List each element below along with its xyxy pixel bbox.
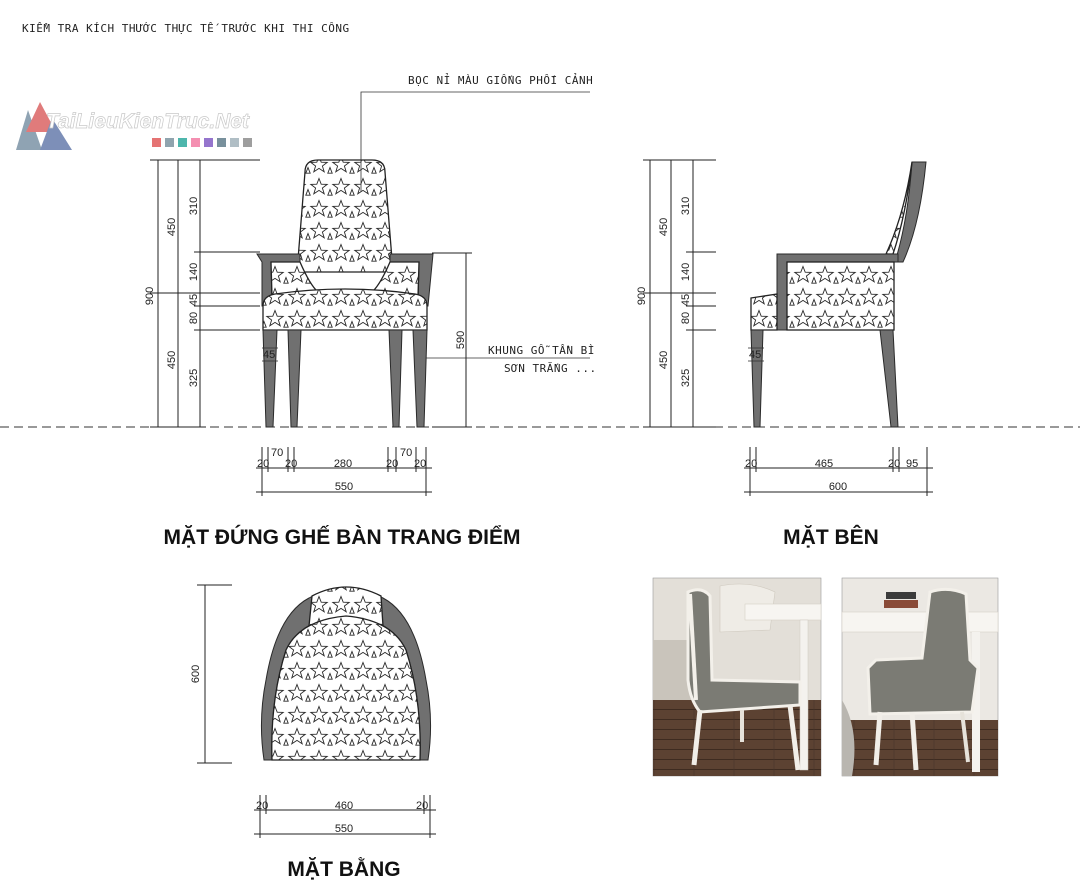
front-dim-450-lower: 450 <box>166 350 178 370</box>
front-dim-80: 80 <box>188 311 200 325</box>
callout-frame-1: KHUNG GỖ TẦN BÌ <box>488 344 595 357</box>
side-view-title: MẶT BÊN <box>783 526 879 549</box>
side-view <box>636 160 933 549</box>
side-back-leg <box>880 330 898 427</box>
plan-view <box>190 585 436 881</box>
front-view-title: MẶT ĐỨNG GHẾ BÀN TRANG ĐIỂM <box>163 526 521 549</box>
side-dim-95: 95 <box>906 458 919 470</box>
side-dim-80: 80 <box>680 311 692 325</box>
front-dim-450-upper: 450 <box>166 217 178 237</box>
watermark-swatch <box>191 138 200 147</box>
front-dim-310: 310 <box>188 196 200 216</box>
front-dim-45: 45 <box>188 293 200 307</box>
front-dim-70-a: 70 <box>271 447 284 459</box>
plan-dim-550: 550 <box>334 823 354 835</box>
side-leg-taper: 45 <box>749 349 762 361</box>
front-dim-140: 140 <box>188 262 200 282</box>
side-seat <box>787 262 894 330</box>
watermark-text: TaiLieuKienTruc.Net <box>46 110 250 133</box>
side-dim-horizontal <box>744 447 933 496</box>
front-dim-325: 325 <box>188 368 200 388</box>
watermark-swatches <box>152 138 252 147</box>
front-dim-20-b: 20 <box>285 458 298 470</box>
side-dim-900: 900 <box>636 286 648 306</box>
side-dim-20-b: 20 <box>888 458 901 470</box>
reference-photo-2 <box>842 578 998 776</box>
front-dim-280: 280 <box>333 458 353 470</box>
front-dim-900: 900 <box>144 286 156 306</box>
side-dim-45: 45 <box>680 293 692 307</box>
watermark-swatch <box>243 138 252 147</box>
watermark-swatch <box>204 138 213 147</box>
plan-view-title: MẶT BẰNG <box>287 858 401 881</box>
front-dim-590: 590 <box>455 330 467 350</box>
plan-dim-20-b: 20 <box>416 800 429 812</box>
side-chair <box>748 162 926 427</box>
watermark-swatch <box>230 138 239 147</box>
front-dim-vertical <box>144 160 260 427</box>
front-leg-taper: 45 <box>263 349 276 361</box>
header-note: KIỂM TRA KÍCH THƯỚC THỰC TẾ TRƯỚC KHI THI CÔNG <box>22 22 350 35</box>
plan-dim-20-a: 20 <box>256 800 269 812</box>
watermark-logo <box>16 102 252 150</box>
watermark-swatch <box>165 138 174 147</box>
plan-dim-460: 460 <box>334 800 354 812</box>
callout-fabric: BỌC NỈ MÀU GIỐNG PHỐI CẢNH <box>408 74 594 87</box>
front-chair-back <box>297 160 393 272</box>
front-dim-horizontal <box>256 447 432 496</box>
watermark-swatch <box>152 138 161 147</box>
front-dim-20-c: 20 <box>386 458 399 470</box>
side-dim-140: 140 <box>680 262 692 282</box>
plan-chair-seat <box>272 616 420 760</box>
front-dim-70-b: 70 <box>400 447 413 459</box>
side-dim-450-upper: 450 <box>658 217 670 237</box>
side-dim-325: 325 <box>680 368 692 388</box>
front-dim-20-a: 20 <box>257 458 270 470</box>
callout-frame-2: SƠN TRẮNG ... <box>504 362 597 375</box>
side-dim-20-a: 20 <box>745 458 758 470</box>
side-dim-465: 465 <box>814 458 834 470</box>
side-dim-600: 600 <box>828 481 848 493</box>
plan-dim-600: 600 <box>190 664 202 684</box>
front-chair <box>257 160 433 427</box>
side-dim-310: 310 <box>680 196 692 216</box>
front-seat <box>263 289 427 330</box>
front-leg <box>263 330 277 427</box>
side-front-leg <box>751 330 763 427</box>
side-dim-450-lower: 450 <box>658 350 670 370</box>
front-dim-550: 550 <box>334 481 354 493</box>
reference-photo-1 <box>653 578 821 776</box>
side-dim-vertical <box>636 160 716 427</box>
watermark-swatch <box>178 138 187 147</box>
front-dim-20-d: 20 <box>414 458 427 470</box>
watermark-swatch <box>217 138 226 147</box>
